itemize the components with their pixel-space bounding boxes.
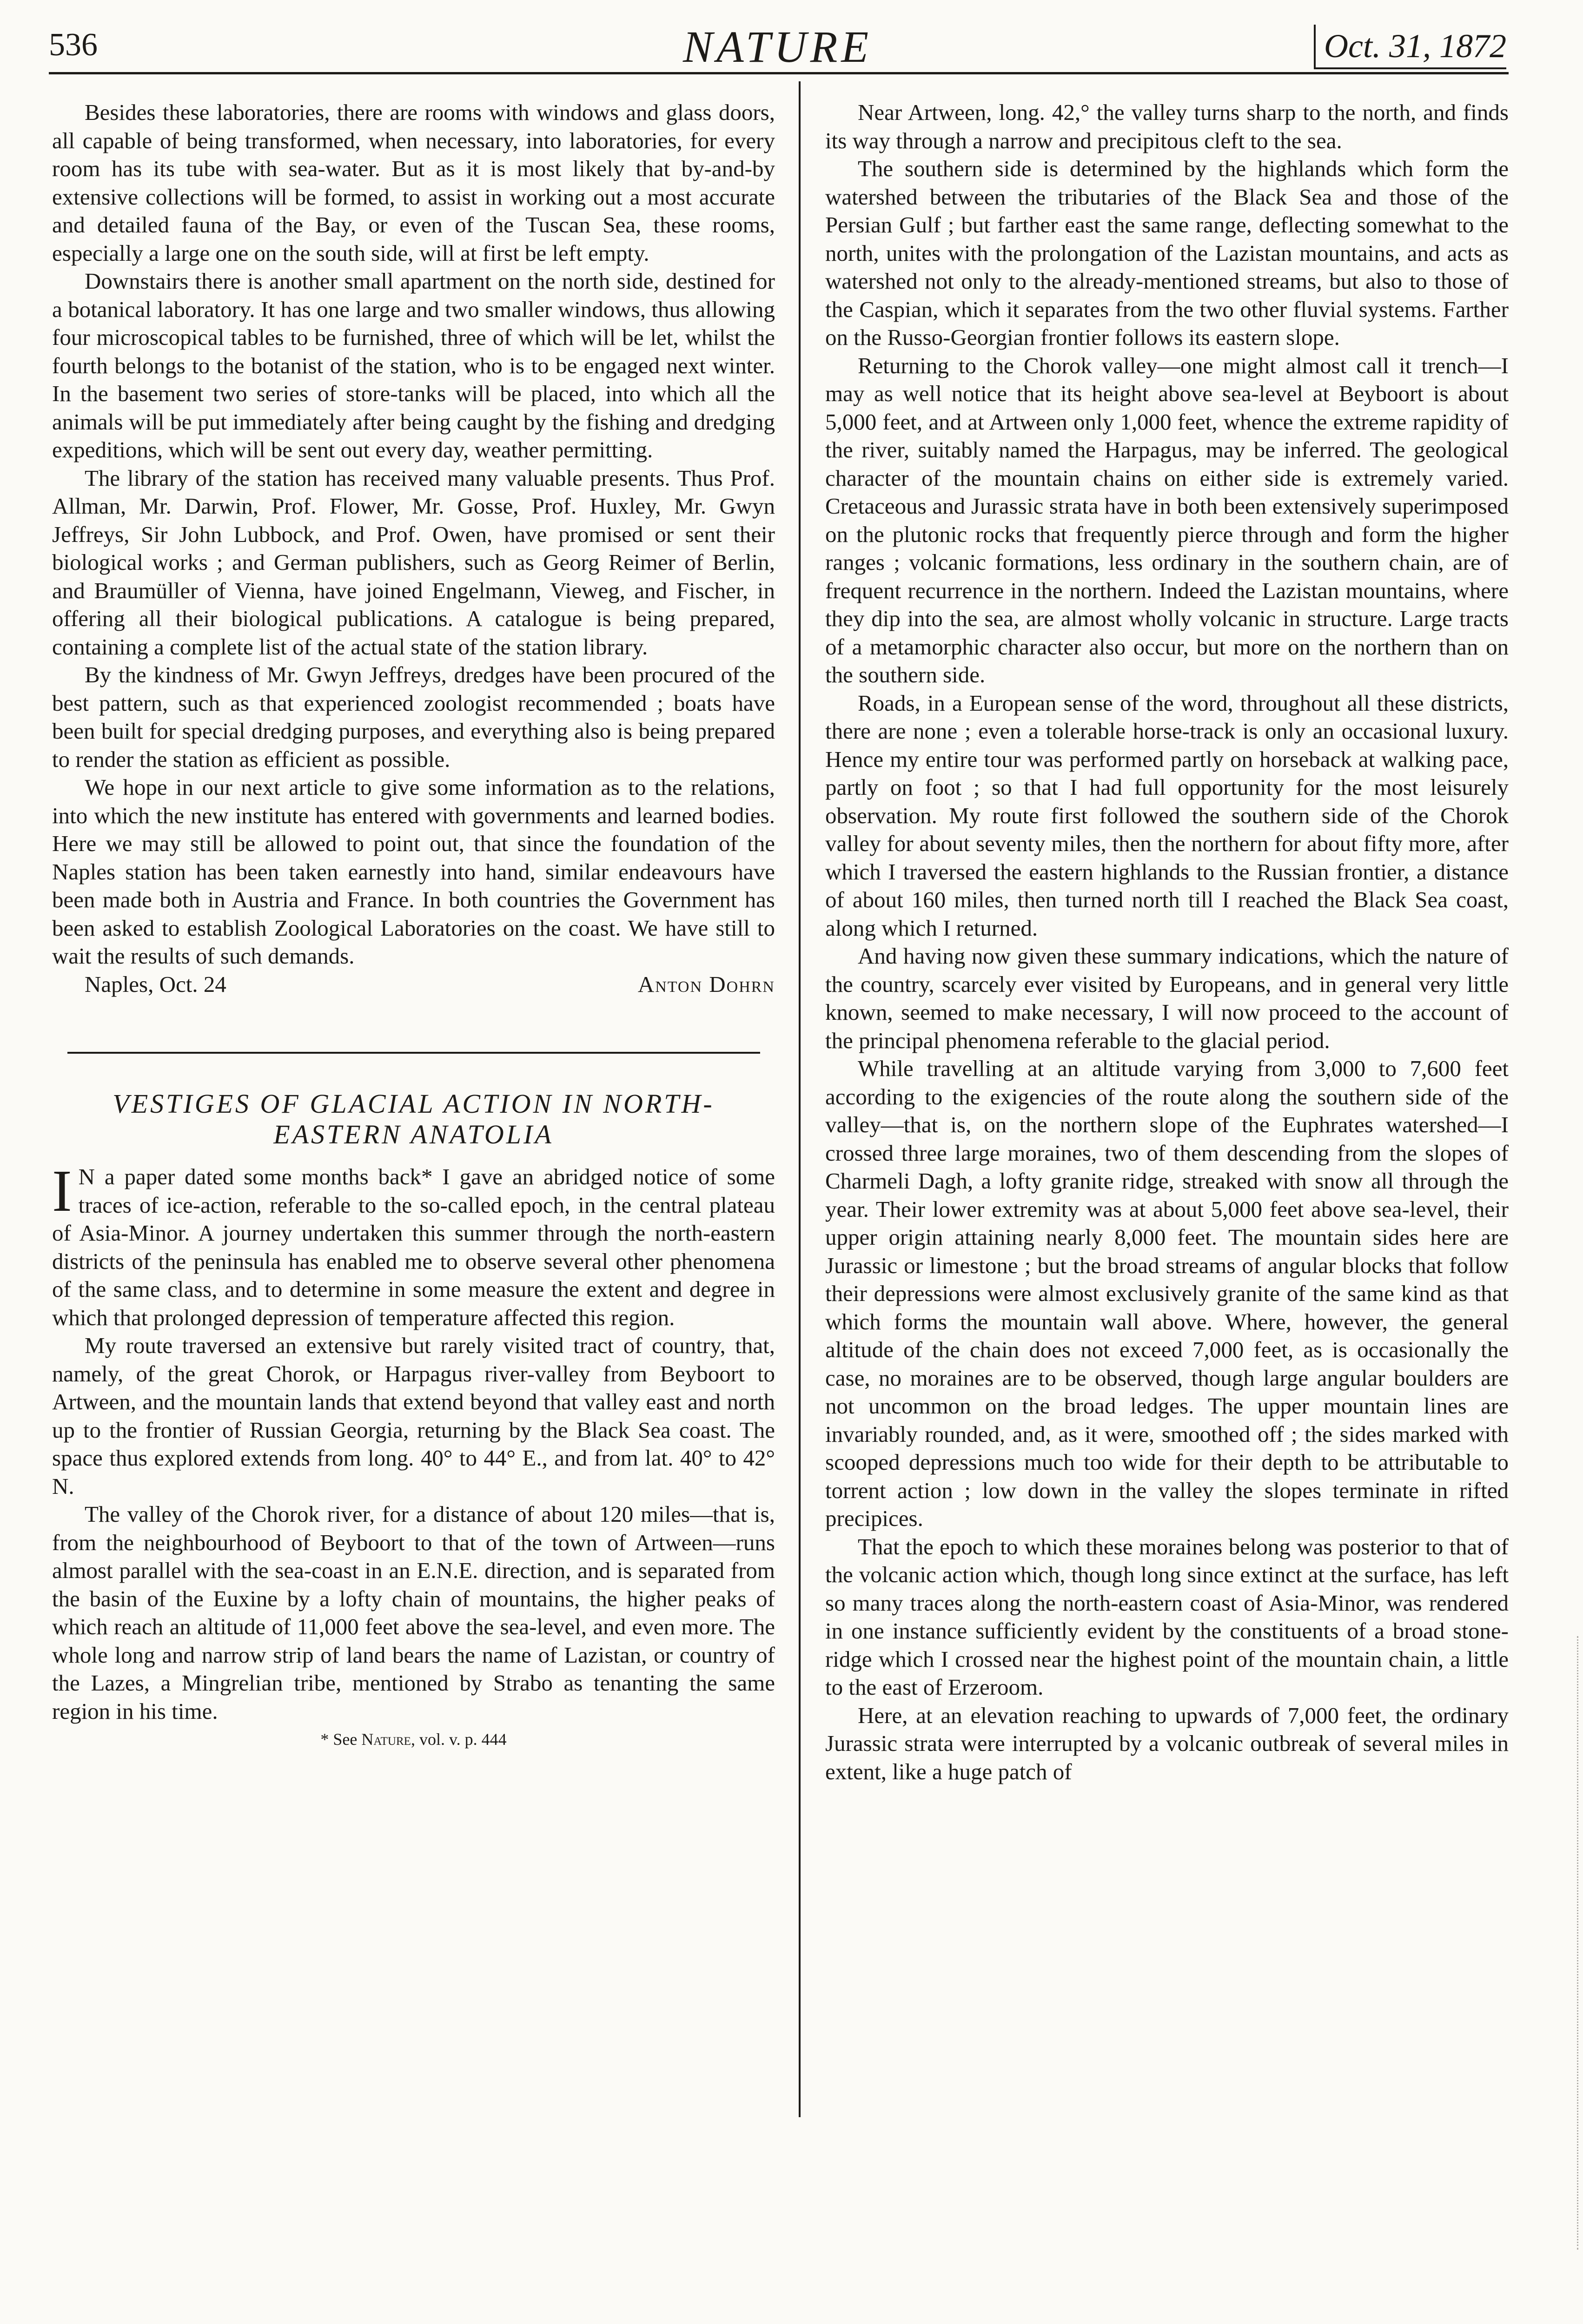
first-paragraph-text: N a paper dated some months back* I gave an abridged notice of some traces of ice-action, referable to the so-called epoch, in the central plateau of Asia-Minor. A journey undertaken this summer through the north-eastern districts of the peninsula has enabled me to observe several other phenomena of the same class, and to determine in some measure the extent and degree in which that prolonged depression of temperature affected this region. — [52, 1164, 775, 1330]
drop-cap: I — [52, 1158, 72, 1224]
paragraph: Roads, in a European sense of the word, throughout all these districts, there are none ; even a tolerable horse-track is only an occasional luxury. Hence my entire tour was performed partly on horseback at walking pace, partly on foot ; so that I had full opportunity for the most leisurely observation. My route first followed the southern side of the Chorok valley for about seventy miles, then the northern for about fifty more, after which I traversed the eastern highlands to the Russian frontier, a distance of about 160 miles, then turned north till I reached the Black Sea coast, along which I returned. — [825, 690, 1509, 941]
article-title-line: EASTERN ANATOLIA — [273, 1119, 554, 1149]
signoff — [52, 971, 775, 999]
footnote-journal: Nature — [361, 1730, 411, 1749]
section-divider — [67, 1052, 760, 1054]
signoff-place-date: Naples, Oct. 24 — [85, 971, 226, 997]
page-edge-marks — [1577, 1636, 1581, 2250]
paragraph: My route traversed an extensive but rarely visited tract of country, that, namely, of the great Chorok, or Harpagus river-valley from Beyboort to Artween, and the mountain lands that extend beyond that valley east and north up to the frontier of Russian Georgia, returning by the Black Sea coast. The space thus explored extends from long. 40° to 44° E., and from lat. 40° to 42° N. — [52, 1333, 775, 1499]
issue-date: Oct. 31, 1872 — [1314, 25, 1506, 69]
right-column — [825, 99, 1509, 1786]
signoff-author: Anton Dohrn — [637, 971, 775, 997]
paragraph: And having now given these summary indications, which the nature of the country, scarcely ever visited by Europeans, and in general very little known, seemed to make necessary, I will now proceed to the account of the principal phenomena referable to the glacial period. — [825, 943, 1509, 1053]
footnote-prefix: * See — [320, 1730, 358, 1749]
footnote — [52, 1728, 775, 1750]
paragraph: Here, at an elevation reaching to upwards of 7,000 feet, the ordinary Jurassic strata were interrupted by a volcanic outbreak of several miles in extent, like a huge patch of — [825, 1702, 1509, 1784]
article-title — [52, 1089, 775, 1150]
page-number: 536 — [49, 27, 98, 63]
paragraph: That the epoch to which these moraines belong was posterior to that of the volcanic action which, though long since extinct at the surface, has left so many traces along the north-eastern coast of Asia-Minor, was rendered in one instance sufficiently evident by the constituents of a broad stone-ridge which I crossed near the highest point of the mountain chain, a little to the east of Erzeroom. — [825, 1533, 1509, 1700]
left-column — [52, 99, 775, 1750]
paragraph: While travelling at an altitude varying from 3,000 to 7,600 feet according to the exigencies of the route along the southern side of the valley—that is, on the northern slope of the Euphrates watershed—I crossed three large moraines, two of them descending from the slopes of Charmeli Dagh, a lofty granite ridge, streaked with snow all through the year. Their lower extremity was at about 5,000 feet above sea-level, their upper origin attaining nearly 8,000 feet. The mountain sides here are Jurassic or limestone ; but the broad streams of angular blocks that follow their depressions were almost exclusively granite of the same kind as that which forms the mountain wall above. Where, however, the general altitude of the chain does not exceed 7,000 feet, as is occasionally the case, no moraines are to be observed, though large angular boulders are not uncommon on the broad ledges. The upper mountain lines are invariably rounded, and, as it were, smoothed off ; the sides marked with scooped depressions much too wide for their depth to be attributable to torrent action ; low down in the valley the slopes terminate in rifted precipices. — [825, 1056, 1509, 1531]
paragraph: We hope in our next article to give some information as to the relations, into which the new institute has entered with governments and learned bodies. Here we may still be allowed to point out, that since the foundation of the Naples station has been taken earnestly into hand, similar endeavours have been made both in Austria and France. In both countries the Government has been asked to establish Zoological Laboratories on the coast. We have still to wait the results of such demands. — [52, 774, 775, 969]
article-first-paragraph — [52, 1158, 775, 1332]
header-rule — [49, 72, 1509, 74]
paragraph: The southern side is determined by the highlands which form the watershed between the tributaries of the Black Sea and those of the Persian Gulf ; but farther east the same range, deflecting somewhat to the north, unites with the prolongation of the Lazistan mountains, and acts as watershed not only to the already-mentioned streams, but also to those of the Caspian, which it separates from the two other fluvial systems. Farther on the Russo-Georgian frontier follows its eastern slope. — [825, 156, 1509, 350]
paragraph: The library of the station has received many valuable presents. Thus Prof. Allman, Mr. Darwin, Prof. Flower, Mr. Gosse, Prof. Huxley, Mr. Gwyn Jeffreys, Sir John Lubbock, and Prof. Owen, have promised or sent their biological works ; and German publishers, such as Georg Reimer of Berlin, and Braumüller of Vienna, have joined Engelmann, Vieweg, and Fischer, in offering all their biological publications. A catalogue is being prepared, containing a complete list of the actual state of the station library. — [52, 465, 775, 660]
article-title-line: VESTIGES OF GLACIAL ACTION IN NORTH- — [113, 1089, 715, 1119]
paragraph: Besides these laboratories, there are rooms with windows and glass doors, all capable of being transformed, when necessary, into laboratories, for every room has its tube with sea-water. But as it is most likely that by-and-by extensive collections will be formed, to assist in working out a most accurate and detailed fauna of the Bay, or even of the Tuscan Sea, these rooms, especially a large one on the south side, will at first be left empty. — [52, 99, 775, 266]
paragraph: Downstairs there is another small apartment on the north side, destined for a botanical laboratory. It has one large and two smaller windows, thus allowing four microscopical tables to be furnished, three of which will be let, whilst the fourth belongs to the botanist of the station, who is to be engaged next winter. In the basement two series of store-tanks will be placed, into which all the animals will be put immediately after being caught by the fishing and dredging expeditions, which will be sent out every day, weather permitting. — [52, 268, 775, 462]
paragraph: The valley of the Chorok river, for a distance of about 120 miles—that is, from the neighbourhood of Beyboort to that of the town of Artween—runs almost parallel with the sea-coast in an E.N.E. direction, and is separated from the basin of the Euxine by a lofty chain of mountains, the higher peaks of which reach an altitude of 11,000 feet above the sea-level, and even more. The whole long and narrow strip of land bears the name of Lazistan, or country of the Lazes, a Mingrelian tribe, mentioned by Strabo as tenanting the same region in his time. — [52, 1501, 775, 1724]
paragraph: Returning to the Chorok valley—one might almost call it trench—I may as well notice that its height above sea-level at Beyboort is about 5,000 feet, and at Artween only 1,000 feet, whence the extreme rapidity of the river, suitably named the Harpagus, may be inferred. The geological character of the mountain chains on either side is extremely varied. Cretaceous and Jurassic strata have in both been extensively superimposed on the plutonic rocks that frequently pierce through and form the higher ranges ; volcanic formations, less ordinary in the southern chain, are of frequent recurrence in the northern. Indeed the Lazistan mountains, where they dip into the sea, are almost wholly volcanic in structure. Large tracts of a metamorphic character also occur, but more on the northern than on the southern side. — [825, 352, 1509, 687]
paragraph: Near Artween, long. 42,° the valley turns sharp to the north, and finds its way through a narrow and precipitous cleft to the sea. — [825, 99, 1509, 153]
footnote-ref: , vol. v. p. 444 — [411, 1730, 507, 1749]
paragraph: By the kindness of Mr. Gwyn Jeffreys, dredges have been procured of the best pattern, such as that experienced zoologist recommended ; boats have been built for special dredging purposes, and everything also is being prepared to render the station as efficient as possible. — [52, 662, 775, 772]
journal-title: NATURE — [682, 22, 873, 72]
column-divider — [799, 81, 801, 2117]
page-header — [49, 21, 1506, 77]
